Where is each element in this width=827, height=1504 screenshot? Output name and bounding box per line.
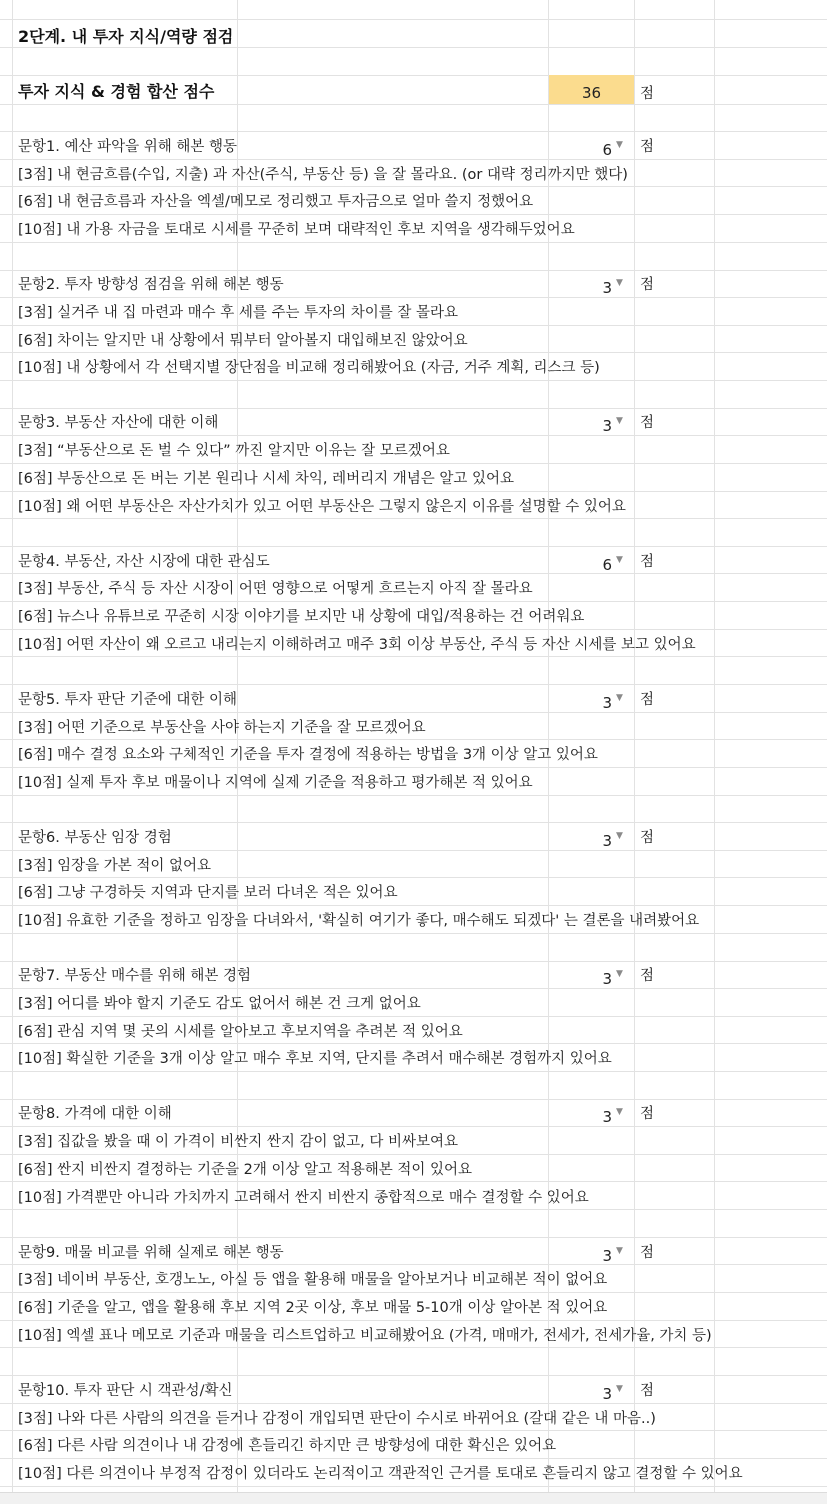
column-divider [12,0,13,1504]
dropdown-caret-icon[interactable]: ▼ [616,140,623,150]
answer-option: [6점] 싼지 비싼지 결정하는 기준을 2개 이상 알고 적용해본 적이 있어요 [18,1161,473,1178]
row-divider [0,1458,827,1459]
row-divider [0,961,827,962]
row-divider [0,656,827,657]
dropdown-caret-icon[interactable]: ▼ [616,1383,623,1394]
row-divider [0,1403,827,1404]
answer-option: [6점] 관심 지역 몇 곳의 시세를 알아보고 후보지역을 추려본 적 있어요 [18,1023,463,1040]
row-divider [0,850,827,851]
row-divider [0,1347,827,1348]
row-divider [0,186,827,187]
row-divider [0,712,827,713]
column-divider [714,0,715,1504]
answer-option: [6점] 그냥 구경하듯 지역과 단지를 보러 다녀온 적은 있어요 [18,885,398,902]
score-dropdown-value[interactable]: 3 [602,1246,612,1265]
answer-option: [6점] 부동산으로 돈 버는 기본 원리나 시세 차익, 레버리지 개념은 알고 있어요 [18,470,515,487]
question-title: 문항4. 부동산, 자산 시장에 대한 관심도 [18,553,270,570]
score-unit: 점 [640,139,655,155]
row-divider [0,546,827,547]
score-unit: 점 [640,830,655,846]
dropdown-caret-icon[interactable]: ▼ [616,692,623,703]
answer-option: [10점] 내 상황에서 각 선택지별 장단점을 비교해 정리해봤어요 (자금, 거주 계획, 리스크 등) [18,360,600,377]
answer-option: [3점] 네이버 부동산, 호갱노노, 아실 등 앱을 활용해 매물을 알아보거나 비교해본 적이 없어요 [18,1272,608,1289]
score-unit: 점 [640,277,655,294]
row-divider [0,491,827,492]
row-divider [0,47,827,48]
row-divider [0,1181,827,1182]
question-title: 문항1. 예산 파악을 위해 해본 행동 [18,139,237,155]
column-divider [634,0,635,1504]
answer-option: [3점] 부동산, 주식 등 자산 시장이 어떤 영향으로 어떻게 흐르는지 아직 잘 몰라요 [18,581,533,598]
answer-option: [6점] 차이는 알지만 내 상황에서 뭐부터 알아볼지 대입해보진 않았어요 [18,332,468,349]
row-divider [0,131,827,132]
row-divider [0,795,827,796]
answer-option: [3점] “부동산으로 돈 벌 수 있다” 까진 알지만 이유는 잘 모르겠어요 [18,443,450,460]
row-divider [0,573,827,574]
row-divider [0,1154,827,1155]
row-divider [0,1043,827,1044]
score-dropdown-value[interactable]: 3 [602,693,612,712]
row-divider [0,1071,827,1072]
answer-option: [6점] 매수 결정 요소와 구체적인 기준을 투자 결정에 적용하는 방법을 3개 이상 알고 있어요 [18,747,598,764]
dropdown-caret-icon[interactable]: ▼ [616,1107,623,1118]
row-divider [0,1126,827,1127]
row-divider [0,601,827,602]
score-unit: 점 [640,415,655,432]
answer-option: [10점] 가격뿐만 아니라 가치까지 고려해서 싼지 비싼지 종합적으로 매수 결정할 수 있어요 [18,1189,589,1206]
answer-option: [10점] 어떤 자산이 왜 오르고 내리는지 이해하려고 매주 3회 이상 부동산, 주식 등 자산 시세를 보고 있어요 [18,636,696,653]
answer-option: [3점] 집값을 봤을 때 이 가격이 비싼지 싼지 감이 없고, 다 비싸보여요 [18,1134,459,1151]
answer-option: [3점] 어디를 봐야 할지 기준도 감도 없어서 해본 건 크게 없어요 [18,995,421,1012]
dropdown-caret-icon[interactable]: ▼ [616,554,623,565]
row-divider [0,1292,827,1293]
dropdown-caret-icon[interactable]: ▼ [616,969,623,980]
row-divider [0,380,827,381]
row-divider [0,822,827,823]
row-divider [0,1237,827,1238]
row-divider [0,767,827,768]
row-divider [0,297,827,298]
row-divider [0,325,827,326]
answer-option: [10점] 유효한 기준을 정하고 임장을 다녀와서, '확실히 여기가 좋다, 매수해도 되겠다' 는 결론을 내려봤어요 [18,913,700,930]
answer-option: [6점] 다른 사람 의견이나 내 감정에 흔들리긴 하지만 큰 방향성에 대한 확신은 있어요 [18,1438,557,1455]
row-divider [0,1320,827,1321]
question-title: 문항2. 투자 방향성 점검을 위해 해본 행동 [18,277,284,294]
row-divider [0,1016,827,1017]
row-divider [0,988,827,989]
total-score-label: 투자 지식 & 경험 합산 점수 [18,82,215,101]
page-title: 2단계. 내 투자 지식/역량 점검 [18,27,234,46]
row-divider [0,933,827,934]
question-title: 문항8. 가격에 대한 이해 [18,1106,172,1123]
answer-option: [10점] 다른 의견이나 부정적 감정이 있더라도 논리적이고 객관적인 근거를 토대로 흔들리지 않고 결정할 수 있어요 [18,1465,743,1482]
row-divider [0,1486,827,1487]
answer-option: [3점] 실거주 내 집 마련과 매수 후 세를 주는 투자의 차이를 잘 몰라요 [18,304,459,321]
row-divider [0,1430,827,1431]
score-dropdown-value[interactable]: 3 [602,1384,612,1403]
dropdown-caret-icon[interactable]: ▼ [616,1245,623,1256]
row-divider [0,905,827,906]
total-score-cell[interactable]: 36 [549,75,634,104]
row-divider [0,435,827,436]
answer-option: [10점] 엑셀 표나 메모로 기준과 매물을 리스트업하고 비교해봤어요 (가격, 매매가, 전세가, 전세가율, 가치 등) [18,1327,712,1344]
score-unit: 점 [640,1382,655,1399]
score-unit: 점 [640,553,655,570]
row-divider [0,463,827,464]
total-score-unit: 점 [640,86,655,102]
row-divider [0,214,827,215]
answer-option: [6점] 기준을 알고, 앱을 활용해 후보 지역 2곳 이상, 후보 매물 5-10개 이상 알아본 적 있어요 [18,1300,608,1316]
score-unit: 점 [640,968,655,985]
row-divider [0,408,827,409]
question-title: 문항3. 부동산 자산에 대한 이해 [18,415,219,432]
row-divider [0,352,827,353]
score-dropdown-value[interactable]: 6 [602,555,612,574]
question-title: 문항7. 부동산 매수를 위해 해본 경험 [18,968,251,985]
row-divider [0,19,827,20]
score-dropdown-value[interactable]: 3 [602,1108,612,1127]
answer-option: [3점] 임장을 가본 적이 없어요 [18,857,212,874]
answer-option: [10점] 내 가용 자금을 토대로 시세를 꾸준히 보며 대략적인 후보 지역을 생각해두었어요 [18,222,575,239]
row-divider [0,75,827,76]
row-divider [0,270,827,271]
row-divider [0,877,827,878]
dropdown-caret-icon[interactable]: ▼ [616,278,623,289]
row-divider [0,159,827,160]
score-unit: 점 [640,1244,655,1261]
dropdown-caret-icon[interactable]: ▼ [616,831,623,841]
answer-option: [10점] 확실한 기준을 3개 이상 알고 매수 후보 지역, 단지를 추려서 매수해본 경험까지 있어요 [18,1051,612,1068]
score-dropdown-value[interactable]: 3 [602,970,612,989]
score-unit: 점 [640,1106,655,1123]
answer-option: [10점] 왜 어떤 부동산은 자산가치가 있고 어떤 부동산은 그렇지 않은지 이유를 설명할 수 있어요 [18,498,626,515]
answer-option: [6점] 내 현금흐름과 자산을 엑셀/메모로 정리했고 투자금으로 얼마 쓸지 정했어요 [18,194,534,211]
question-title: 문항9. 매물 비교를 위해 실제로 해본 행동 [18,1244,284,1261]
score-dropdown-value[interactable]: 3 [602,832,612,850]
answer-option: [3점] 나와 다른 사람의 의견을 듣거나 감정이 개입되면 판단이 수시로 바뀌어요 (갈대 같은 내 마음..) [18,1410,656,1427]
score-dropdown-value[interactable]: 6 [602,141,612,159]
question-title: 문항6. 부동산 임장 경험 [18,830,172,846]
row-divider [0,518,827,519]
row-divider [0,684,827,685]
row-divider [0,1375,827,1376]
row-divider [0,1099,827,1100]
row-divider [0,1264,827,1265]
question-title: 문항10. 투자 판단 시 객관성/확신 [18,1382,233,1399]
dropdown-caret-icon[interactable]: ▼ [616,416,623,427]
row-divider [0,739,827,740]
score-dropdown-value[interactable]: 3 [602,279,612,298]
row-divider [0,1209,827,1210]
score-unit: 점 [640,691,655,708]
score-dropdown-value[interactable]: 3 [602,417,612,436]
question-title: 문항5. 투자 판단 기준에 대한 이해 [18,691,237,708]
answer-option: [3점] 어떤 기준으로 부동산을 사야 하는지 기준을 잘 모르겠어요 [18,719,426,736]
answer-option: [3점] 내 현금흐름(수입, 지출) 과 자산(주식, 부동산 등) 을 잘 몰라요. (or 대략 정리까지만 했다) [18,166,628,183]
row-divider [0,629,827,630]
row-divider [0,242,827,243]
answer-option: [6점] 뉴스나 유튜브로 꾸준히 시장 이야기를 보지만 내 상황에 대입/적용하는 건 어려워요 [18,609,585,625]
horizontal-scrollbar[interactable] [0,1492,827,1504]
answer-option: [10점] 실제 투자 후보 매물이나 지역에 실제 기준을 적용하고 평가해본 적 있어요 [18,774,533,791]
row-divider [0,104,827,105]
